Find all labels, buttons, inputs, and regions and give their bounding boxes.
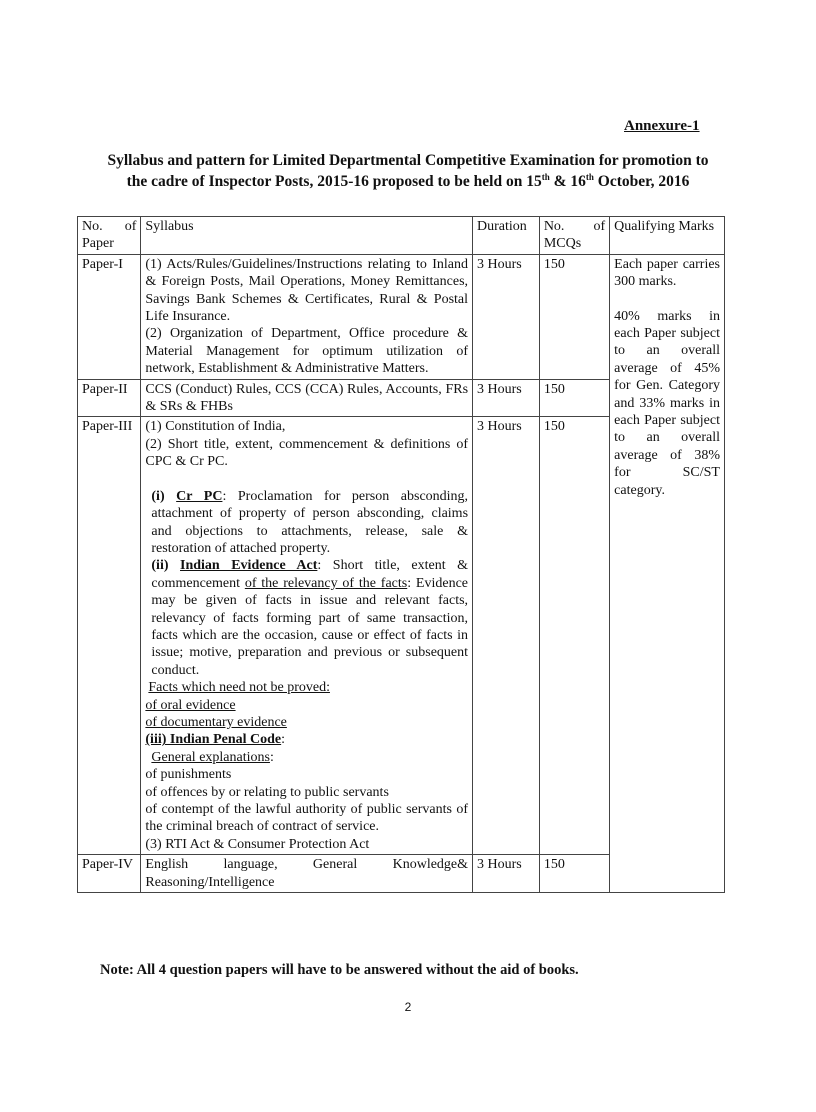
item-number: (ii) (151, 558, 181, 574)
document-title (70, 150, 746, 192)
mcqs-cell: 150 (539, 379, 609, 417)
title-line-2c: October, 2016 (593, 173, 690, 190)
crpc-heading: Cr PC (176, 488, 223, 504)
evidence-text: : Evidence may be given of facts in issue and relevant facts, relevancy of facts forming part of same transaction, facts which are the occasion, cause or effect of facts in issue; motive, preparation and previous or subsequent conduct. (151, 575, 469, 678)
header-duration: Duration (473, 217, 540, 255)
title-line-1: Syllabus and pattern for Limited Departmental Competitive Examination for promotion to (107, 152, 709, 169)
syllabus-item: (1) Acts/Rules/Guidelines/Instructions relating to Inland & Foreign Posts, Mail Operations, Money Remittances, Savings Bank Schemes & Certificates, Rural & Postal Life Insurance. (145, 256, 469, 325)
annexure-label: Annexure-1 (624, 118, 700, 134)
mcqs-cell: 150 (539, 855, 609, 893)
duration-cell: 3 Hours (473, 254, 540, 379)
item-number: (i) (151, 488, 177, 504)
evidence-section (145, 557, 468, 679)
superscript: th (541, 171, 550, 182)
mcqs-cell: 150 (539, 254, 609, 379)
ipc-heading: (iii) Indian Penal Code (145, 732, 282, 748)
facts-heading: Facts which need not be proved: (148, 680, 330, 696)
table-header-row (78, 217, 725, 255)
note: Note: All 4 question papers will have to be answered without the aid of books. (100, 962, 579, 978)
title-line-2: the cadre of Inspector Posts, 2015-16 proposed to be held on 15 (126, 173, 542, 190)
qualifying-text: 40% marks in each Paper subject to an overall average of 45% for Gen. Category and 33% marks in each Paper subject to an overall average of 38% for SC/ST category. (614, 308, 720, 498)
paper-cell: Paper-III (78, 417, 141, 855)
qualifying-text: Each paper carries 300 marks. (614, 256, 720, 290)
syllabus-table (77, 216, 725, 893)
title-line-2b: & 16 (549, 173, 586, 190)
header-qualifying: Qualifying Marks (610, 217, 725, 255)
syllabus-item: (1) Constitution of India, (145, 419, 286, 435)
duration-cell: 3 Hours (473, 379, 540, 417)
paper-cell: Paper-I (78, 254, 141, 379)
general-explanations-heading: General explanations (151, 749, 270, 765)
duration-cell: 3 Hours (473, 855, 540, 893)
colon: : (281, 732, 286, 748)
colon: : (269, 749, 274, 765)
syllabus-item: of contempt of the lawful authority of public servants of the criminal breach of contract of service. (145, 802, 469, 835)
ipc-section (145, 731, 468, 748)
crpc-text: : Proclamation for person absconding, attachment of property of person absconding, claims and objections to attachments, release, sale & restoration of attached property. (151, 488, 469, 556)
duration-cell: 3 Hours (473, 417, 540, 855)
paper-cell: Paper-II (78, 379, 141, 417)
syllabus-item: of punishments (145, 767, 232, 783)
evidence-heading: Indian Evidence Act (180, 558, 318, 574)
syllabus-item: (2) Short title, extent, commencement & definitions of CPC & Cr PC. (145, 436, 469, 470)
page-number: 2 (404, 1000, 412, 1014)
paper-cell: Paper-IV (78, 855, 141, 893)
syllabus-cell: English language, General Knowledge& Reasoning/Intelligence (141, 855, 473, 893)
evidence-text: : Short title, extent & commencement (151, 558, 469, 591)
evidence-underlined: of the relevancy of the facts (244, 575, 408, 591)
syllabus-cell (141, 417, 473, 855)
syllabus-item: (3) RTI Act & Consumer Protection Act (145, 836, 370, 852)
header-syllabus: Syllabus (141, 217, 473, 255)
superscript: th (585, 171, 594, 182)
syllabus-cell (141, 254, 473, 379)
oral-evidence: of oral evidence (145, 697, 236, 713)
header-paper: No. of Paper (78, 217, 141, 255)
qualifying-cell (610, 254, 725, 892)
syllabus-item: (2) Organization of Department, Office procedure & Material Management for optimum utilization of network, Establishment & Administrative Matters. (145, 326, 469, 377)
syllabus-cell: CCS (Conduct) Rules, CCS (CCA) Rules, Accounts, FRs & SRs & FHBs (141, 379, 473, 417)
syllabus-item: of offences by or relating to public servants (145, 784, 389, 800)
mcqs-cell: 150 (539, 417, 609, 855)
header-mcqs: No. of MCQs (539, 217, 609, 255)
general-explanations (145, 749, 468, 766)
crpc-section (145, 488, 468, 558)
table-row (78, 254, 725, 379)
documentary-evidence: of documentary evidence (145, 714, 287, 730)
